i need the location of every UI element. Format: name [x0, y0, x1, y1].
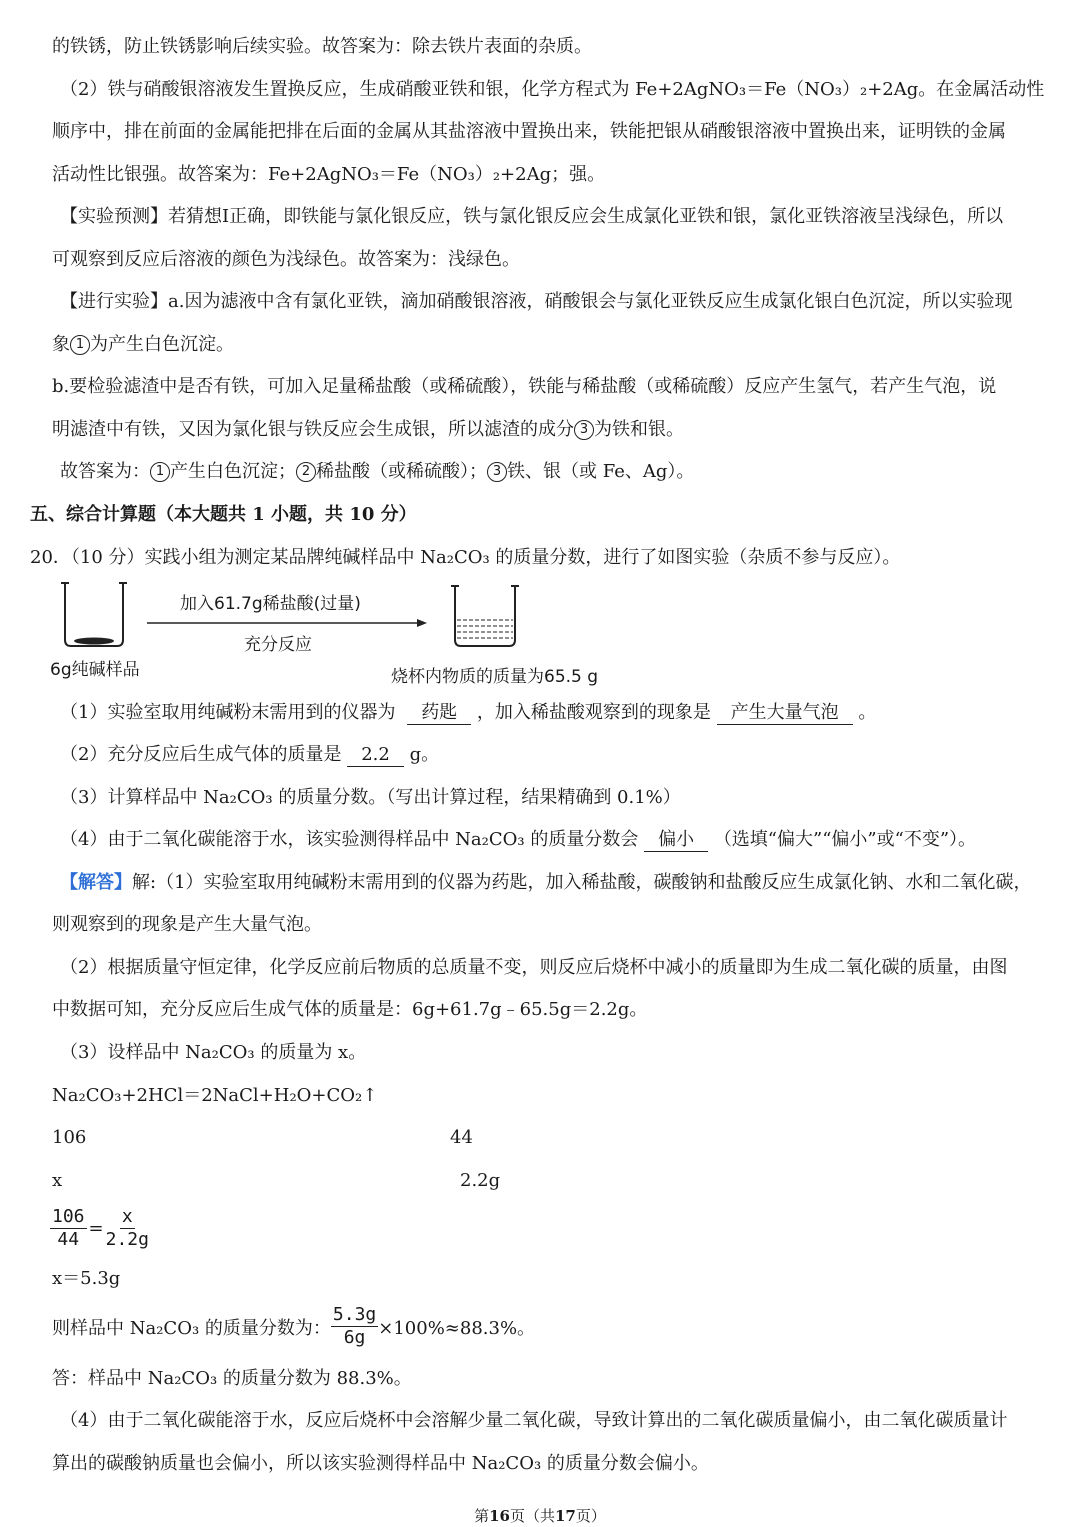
- text-segment: 铁、银（或 Fe、Ag）。: [507, 461, 695, 482]
- text-segment: 为铁和银。: [594, 419, 684, 440]
- circled-number: 2: [296, 462, 316, 482]
- text-segment: ×100%≈88.3%。: [378, 1317, 536, 1339]
- text-segment: 象: [52, 334, 70, 355]
- text-segment: （4）由于二氧化碳能溶于水，该实验测得样品中 Na₂CO₃ 的质量分数会: [60, 829, 639, 850]
- page-number: 16: [489, 1507, 510, 1525]
- text-line: 的铁锈，防止铁锈影响后续实验。故答案为：除去铁片表面的杂质。: [52, 36, 592, 57]
- text-line: （2）铁与硝酸银溶液发生置换反应，生成硝酸亚铁和银，化学方程式为 Fe+2AgNO₃＝Fe（NO₃）₂+2Ag。在金属活动性: [60, 79, 1045, 100]
- answer-blank: 药匙: [407, 702, 471, 725]
- text-segment: 产生白色沉淀；: [170, 461, 296, 482]
- arrow-bottom-label: 充分反应: [244, 635, 312, 655]
- circled-number: 3: [574, 420, 594, 440]
- answer-line: 答：样品中 Na₂CO₃ 的质量分数为 88.3%。: [52, 1368, 412, 1389]
- text-segment: 故答案为：: [60, 461, 150, 482]
- molar-mass-44: 44: [450, 1127, 473, 1148]
- solution-line: 算出的碳酸钠质量也会偏小，所以该实验测得样品中 Na₂CO₃ 的质量分数会偏小。: [52, 1453, 709, 1474]
- text-segment: ，加入稀盐酸观察到的现象是: [476, 702, 711, 723]
- circled-number: 3: [487, 462, 507, 482]
- solution-line: [60, 870, 1032, 896]
- variable-x: x: [52, 1170, 63, 1191]
- text-line: 活动性比银强。故答案为：Fe+2AgNO₃＝Fe（NO₃）₂+2Ag；强。: [52, 164, 606, 185]
- text-segment: 明滤渣中有铁，又因为氯化银与铁反应会生成银，所以滤渣的成分: [52, 419, 574, 440]
- circled-number: 1: [70, 335, 90, 355]
- text-line: b.要检验滤渣中是否有铁，可加入足量稀盐酸（或稀硫酸），铁能与稀盐酸（或稀硫酸）反应产生氢气，若产生气泡，说: [52, 376, 997, 397]
- text-line: 顺序中，排在前面的金属能把排在后面的金属从其盐溶液中置换出来，铁能把银从硝酸银溶液中置换出来，证明铁的金属: [52, 121, 1006, 142]
- section-heading: 五、综合计算题（本大题共 1 小题，共 10 分）: [30, 504, 417, 525]
- text-segment: 解:（1）实验室取用纯碱粉末需用到的仪器为药匙，加入稀盐酸，碳酸钠和盐酸反应生成氯化钠、水和二氧化碳，: [132, 872, 1032, 893]
- text-segment: （选填“偏大”“偏小”或“不变”）。: [713, 829, 977, 850]
- equals-sign: =: [88, 1218, 104, 1239]
- text-segment: 为产生白色沉淀。: [90, 334, 234, 355]
- page-footer: [0, 1505, 1080, 1526]
- molar-mass-106: 106: [52, 1127, 87, 1148]
- solution-line: （3）设样品中 Na₂CO₃ 的质量为 x。: [60, 1042, 367, 1063]
- fraction: [106, 1206, 149, 1251]
- proportion-equation: [50, 1206, 149, 1251]
- arrow-top-label: 加入61.7g稀盐酸(过量): [180, 594, 361, 614]
- beaker-right: [451, 586, 519, 646]
- solution-line: 中数据可知，充分反应后生成气体的质量是：6g+61.7g﹣65.5g＝2.2g。: [52, 999, 648, 1020]
- text-line: 【进行实验】a.因为滤液中含有氯化亚铁，滴加硝酸银溶液，硝酸银会与氯化亚铁反应生成氯化银白色沉淀，所以实验现: [60, 291, 1013, 312]
- solution-line: 则观察到的现象是产生大量气泡。: [52, 914, 322, 935]
- text-segment: （1）实验室取用纯碱粉末需用到的仪器为: [60, 702, 396, 723]
- chemical-equation: Na₂CO₃+2HCl＝2NaCl+H₂O+CO₂↑: [52, 1085, 378, 1106]
- text-segment: 第: [474, 1507, 490, 1525]
- text-line: 【实验预测】若猜想Ⅰ正确，即铁能与氯化银反应，铁与氯化银反应会生成氯化亚铁和银，氯化亚铁溶液呈浅绿色，所以: [60, 206, 1004, 227]
- beaker-left: [61, 583, 127, 646]
- text-segment: （2）充分反应后生成气体的质量是: [60, 744, 342, 765]
- value-2-2g: 2.2g: [460, 1170, 501, 1191]
- question-title: 20．（10 分）实践小组为测定某品牌纯碱样品中 Na₂CO₃ 的质量分数，进行了如图实验（杂质不参与反应）。: [30, 547, 901, 568]
- text-segment: 页）: [575, 1507, 606, 1525]
- text-line: [60, 459, 694, 485]
- circled-number: 1: [150, 462, 170, 482]
- answer-blank: 2.2: [347, 744, 404, 767]
- answer-blank: 偏小: [644, 829, 708, 852]
- numerator: 5.3g: [332, 1304, 377, 1325]
- answer-blank: 产生大量气泡: [717, 702, 853, 725]
- total-pages: 17: [555, 1507, 576, 1525]
- question-2: [60, 742, 439, 768]
- solution-tag: 【解答】: [60, 872, 132, 893]
- fraction: [50, 1206, 87, 1251]
- text-segment: 则样品中 Na₂CO₃ 的质量分数为：: [52, 1317, 331, 1339]
- fraction: [331, 1304, 378, 1349]
- result-label: 烧杯内物质的质量为65.5 g: [391, 667, 599, 687]
- solution-line: （4）由于二氧化碳能溶于水，反应后烧杯中会溶解少量二氧化碳，导致计算出的二氧化碳质量偏小，由二氧化碳质量计: [60, 1410, 1008, 1431]
- denominator: 6g: [343, 1327, 366, 1348]
- question-1: [60, 700, 876, 726]
- numerator: 106: [52, 1206, 85, 1227]
- denominator: 2.2g: [105, 1229, 149, 1250]
- text-line: [52, 332, 234, 358]
- result-x: x＝5.3g: [52, 1268, 121, 1289]
- text-segment: 。: [858, 702, 877, 723]
- text-segment: g。: [409, 744, 440, 765]
- question-4: [60, 827, 976, 853]
- text-line: 可观察到反应后溶液的颜色为浅绿色。故答案为：浅绿色。: [52, 249, 520, 270]
- arrow: [147, 619, 427, 627]
- question-3: （3）计算样品中 Na₂CO₃ 的质量分数。（写出计算过程，结果精确到 0.1%）: [60, 787, 681, 808]
- mass-fraction-line: [52, 1304, 535, 1349]
- text-line: [52, 417, 684, 443]
- denominator: 44: [57, 1229, 80, 1250]
- numerator: x: [121, 1206, 133, 1227]
- text-segment: 页（共: [509, 1507, 555, 1525]
- solution-line: （2）根据质量守恒定律，化学反应前后物质的总质量不变，则反应后烧杯中减小的质量即为生成二氧化碳的质量，由图: [60, 957, 1008, 978]
- text-segment: 稀盐酸（或稀硫酸）；: [316, 461, 487, 482]
- sample-label: 6g纯碱样品: [50, 660, 140, 680]
